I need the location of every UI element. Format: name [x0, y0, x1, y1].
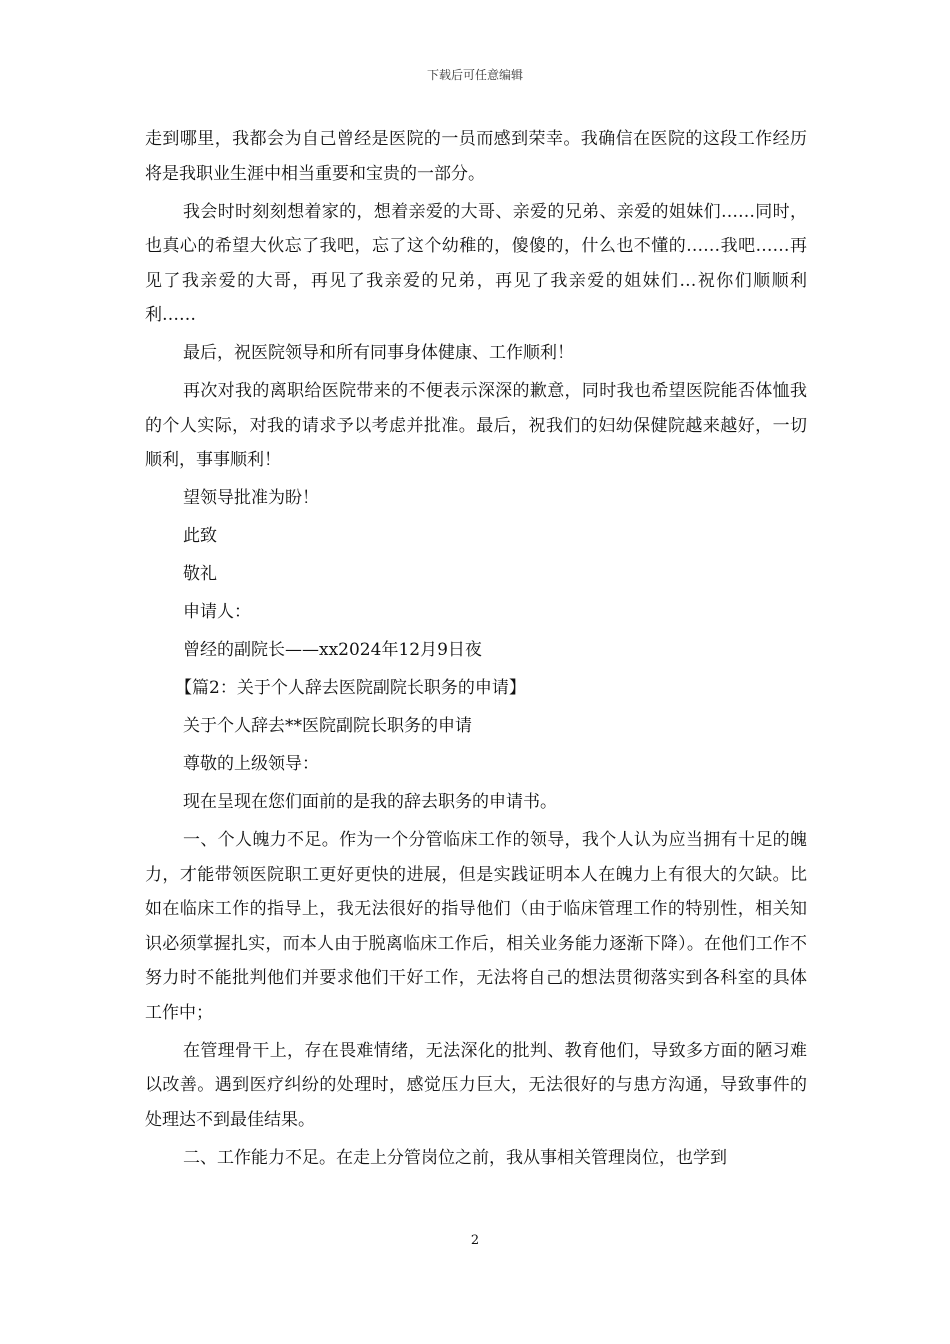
closing-line: 敬礼	[183, 564, 217, 584]
closing-line: 望领导批准为盼！	[183, 488, 319, 508]
intro-line: 现在呈现在您们面前的是我的辞去职务的申请书。	[183, 792, 557, 812]
closing-line: 此致	[183, 526, 217, 546]
paragraph: 二、工作能力不足。在走上分管岗位之前，我从事相关管理岗位，也学到	[183, 1147, 727, 1168]
applicant-label: 申请人：	[183, 602, 251, 622]
document-title: 关于个人辞去**医院副院长职务的申请	[183, 716, 472, 736]
paragraph: 最后，祝医院领导和所有同事身体健康、工作顺利！	[183, 343, 574, 363]
section-heading: 【篇2：关于个人辞去医院副院长职务的申请】	[175, 678, 526, 698]
paragraph: 一、个人魄力不足。作为一个分管临床工作的领导，我个人认为应当拥有十足的魄力，才能带领医院职工更好更快的进展，但是实践证明本人在魄力上有很大的欠缺。比如在临床工作的指导上，我无法很好的指导他们（由于临床管理工作的特别性，相关知识必须掌握扎实，而本人由于脱离临床工作后，相关业务能力逐渐下降）。在他们工作不努力时不能批判他们并要求他们干好工作，无法将自己的想法贯彻落实到各科室的具体工作中；	[145, 830, 807, 1023]
paragraph: 走到哪里，我都会为自己曾经是医院的一员而感到荣幸。我确信在医院的这段工作经历将是我职业生涯中相当重要和宝贵的一部分。	[145, 129, 807, 184]
page-header: 下载后可任意编辑	[426, 68, 523, 82]
paragraph: 在管理骨干上，存在畏难情绪，无法深化的批判、教育他们，导致多方面的陋习难以改善。遇到医疗纠纷的处理时，感觉压力巨大，无法很好的与患方沟通，导致事件的处理达不到最佳结果。	[145, 1040, 807, 1130]
document-body	[145, 122, 807, 1179]
paragraph: 再次对我的离职给医院带来的不便表示深深的歉意，同时我也希望医院能否体恤我的个人实际，对我的请求予以考虑并批准。最后，祝我们的妇幼保健院越来越好，一切顺利，事事顺利！	[145, 381, 807, 470]
page-number: 2	[470, 1233, 480, 1248]
paragraph: 我会时时刻刻想着家的，想着亲爱的大哥、亲爱的兄弟、亲爱的姐妹们……同时，也真心的希望大伙忘了我吧，忘了这个幼稚的，傻傻的，什么也不懂的……我吧……再见了我亲爱的大哥，再见了我亲爱的兄弟，再见了我亲爱的姐妹们…祝你们顺顺利利……	[145, 201, 807, 325]
signature-line: 曾经的副院长——xx2024年12月9日夜	[183, 640, 482, 660]
salutation: 尊敬的上级领导：	[183, 754, 319, 774]
